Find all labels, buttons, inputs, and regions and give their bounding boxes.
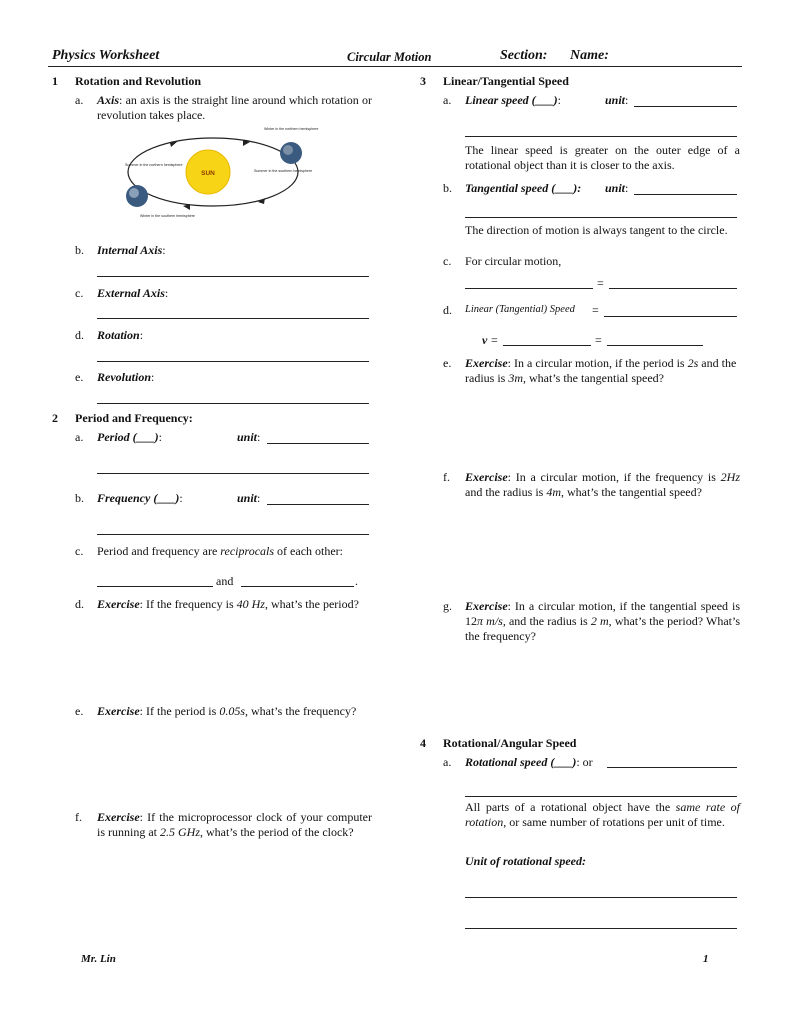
text: , what’s the period of the clock? [200,825,354,839]
item-2d-text [97,597,372,612]
text: All parts of a rotational object have the [465,800,676,814]
colon: : [625,181,629,195]
answer-line-4a[interactable] [465,796,737,797]
item-3g-text [465,599,740,644]
section-1-title: Rotation and Revolution [75,74,202,88]
section-2-number: 2 [52,411,58,425]
item-2b-text [97,491,183,506]
exercise-label: Exercise [465,470,508,484]
value: 40 Hz [236,597,265,611]
unit-line-3a[interactable] [634,106,737,107]
answer-line-1d[interactable] [97,361,369,362]
worksheet-topic: Circular Motion [347,50,432,64]
item-3a-unit [605,93,628,108]
answer-line-3b[interactable] [465,217,737,218]
section-4-title: Rotational/Angular Speed [443,736,577,750]
item-3d-letter: d. [443,303,452,317]
colon: : [257,430,261,444]
section-1-number: 1 [52,74,58,88]
item-3c-text: For circular motion, [465,254,562,268]
colon: : [625,93,629,107]
section-2-title: Period and Frequency: [75,411,193,425]
equation-blank-left[interactable] [465,288,593,289]
item-2f-text [97,810,372,840]
item-2b-unit [237,491,260,506]
item-3f-letter: f. [443,470,450,484]
equals-sign: = [491,333,498,347]
and-text: and [216,574,234,588]
text: , what’s the tangential speed? [561,485,702,499]
equals-sign: = [592,303,599,317]
linear-speed-note: The linear speed is greater on the outer edge of a rotational object than it is closer to the axis. [465,143,740,172]
linear-speed-formula-label: Linear (Tangential) Speed [465,304,575,315]
tangential-speed-term: Tangential speed (___): [465,181,582,195]
revolution-term: Revolution [97,370,152,384]
text: , what’s the frequency? [244,704,357,718]
summer-north-label: Summer in the northern hemisphere [125,163,183,167]
item-2c-text [97,544,343,559]
name-label: Name: [570,48,609,63]
rotational-speed-note [465,800,740,830]
or-blank-4a[interactable] [607,767,737,768]
v-blank-2[interactable] [607,345,703,346]
item-3e-text [465,356,740,386]
item-1b-text [97,243,166,258]
footer-page-number: 1 [703,953,709,965]
text: and the radius is [465,485,547,499]
colon: : [139,328,144,342]
worksheet-title: Physics Worksheet [52,48,160,63]
answer-line-3a[interactable] [465,136,737,137]
item-2a-unit [237,430,260,445]
value: π m/s [477,614,503,628]
unit-line-2b[interactable] [267,504,369,505]
formula-blank[interactable] [604,316,737,317]
colon: : [257,491,261,505]
item-1d-letter: d. [75,328,84,342]
item-4a-text [465,755,593,770]
external-axis-term: External Axis [97,286,165,300]
text: : In a circular motion, if the tangential speed is 12 [465,599,740,628]
answer-line-1c[interactable] [97,318,369,319]
item-3f-text [465,470,740,500]
answer-line-4-unit-1[interactable] [465,897,737,898]
exercise-label: Exercise [97,597,140,611]
text: , what’s the period? What’s the frequency? [465,614,740,643]
text: , and the radius is [502,614,591,628]
text: , what’s the period? [264,597,359,611]
internal-axis-term: Internal Axis [97,243,163,257]
item-1e-letter: e. [75,370,84,384]
exercise-label: Exercise [97,704,140,718]
colon: : [162,243,166,257]
exercise-label: Exercise [97,810,140,824]
text: : If the frequency is [139,597,237,611]
or-text: : or [576,755,593,769]
text: : If the period is [139,704,220,718]
item-1b-letter: b. [75,243,84,257]
unit-label: unit [605,93,626,107]
colon: : [179,491,183,505]
summer-south-label: Summer in the southern hemisphere [254,169,313,173]
emphasis: same rate of rotation [465,800,740,829]
item-2e-letter: e. [75,704,84,718]
axis-term: Axis [97,93,120,107]
value: 2 m [590,614,609,628]
colon: : [158,430,162,444]
colon: : [151,370,155,384]
unit-label: unit [605,181,626,195]
header-rule [48,66,742,67]
item-4a-letter: a. [443,755,452,769]
exercise-label: Exercise [465,356,508,370]
value: 2s [687,356,699,370]
item-1a-letter: a. [75,93,84,107]
item-2b-letter: b. [75,491,84,505]
item-1e-text [97,370,154,385]
reciprocals-term: reciprocals [220,544,275,558]
text: , or same number of rotations per unit of time. [503,815,725,829]
footer-author: Mr. Lin [81,953,116,965]
item-3a-letter: a. [443,93,452,107]
frequency-term: Frequency (___) [97,491,180,505]
unit-line-2a[interactable] [267,443,369,444]
equals-sign: = [595,333,602,347]
unit-of-rotational-speed-label: Unit of rotational speed: [465,854,587,868]
reciprocal-blank-2[interactable] [241,586,354,587]
unit-label: unit [237,430,258,444]
item-2f-letter: f. [75,810,82,824]
earth-orbit-diagram [120,124,319,224]
v-blank-1[interactable] [503,345,591,346]
item-1c-letter: c. [75,286,84,300]
item-2a-text [97,430,162,445]
section-3-title: Linear/Tangential Speed [443,74,569,88]
tangential-speed-note: The direction of motion is always tangent to the circle. [465,223,728,237]
rotational-speed-term: Rotational speed (___) [465,755,577,769]
answer-line-2a[interactable] [97,473,369,474]
answer-line-2b[interactable] [97,534,369,535]
item-3b-text [465,181,581,196]
item-2a-letter: a. [75,430,84,444]
colon: : [164,286,169,300]
item-3c-letter: c. [443,254,452,268]
text: , what’s the tangential speed? [523,371,664,385]
winter-south-label: Winter in the southern hemisphere [140,214,195,218]
period-term: Period (___) [97,430,159,444]
item-2c-letter: c. [75,544,84,558]
period-mark: . [355,574,358,588]
text: of each other: [274,544,344,558]
sun-label: SUN [201,170,215,177]
item-1c-text [97,286,168,301]
item-3g-letter: g. [443,599,452,613]
equation-blank-right[interactable] [609,288,737,289]
colon: : [557,93,561,107]
item-3e-letter: e. [443,356,452,370]
v-symbol: v [482,333,488,347]
section-4-number: 4 [420,736,426,750]
item-3a-text [465,93,561,108]
item-3b-letter: b. [443,181,452,195]
linear-speed-term: Linear speed (___) [465,93,558,107]
item-1a-text [97,93,372,123]
value: 2Hz [720,470,740,484]
unit-label: unit [237,491,258,505]
section-label: Section: [500,48,548,63]
winter-north-label: Winter in the northern hemisphere [264,127,319,131]
value: 4m [546,485,561,499]
value: 3m [508,371,524,385]
value: 0.05s [219,704,245,718]
item-3b-unit [605,181,628,196]
answer-line-1b[interactable] [97,276,369,277]
rotation-term: Rotation [97,328,140,342]
item-1d-text [97,328,143,343]
axis-definition: : an axis is the straight line around which rotation or revolution takes place. [97,93,372,122]
unit-line-3b[interactable] [634,194,737,195]
answer-line-4-unit-2[interactable] [465,928,737,929]
text: : In a circular motion, if the frequency is [507,470,721,484]
text: : In a circular motion, if the period is [507,356,688,370]
exercise-label: Exercise [465,599,508,613]
item-2e-text [97,704,372,719]
text: Period and frequency are [97,544,221,558]
item-2d-letter: d. [75,597,84,611]
value: 2.5 GHz [160,825,201,839]
text: and the radius is [465,356,737,385]
text: : If the microprocessor clock of your computer is running at [97,810,372,839]
reciprocal-blank-1[interactable] [97,586,213,587]
equals-sign: = [597,276,604,290]
answer-line-1e[interactable] [97,403,369,404]
section-3-number: 3 [420,74,426,88]
